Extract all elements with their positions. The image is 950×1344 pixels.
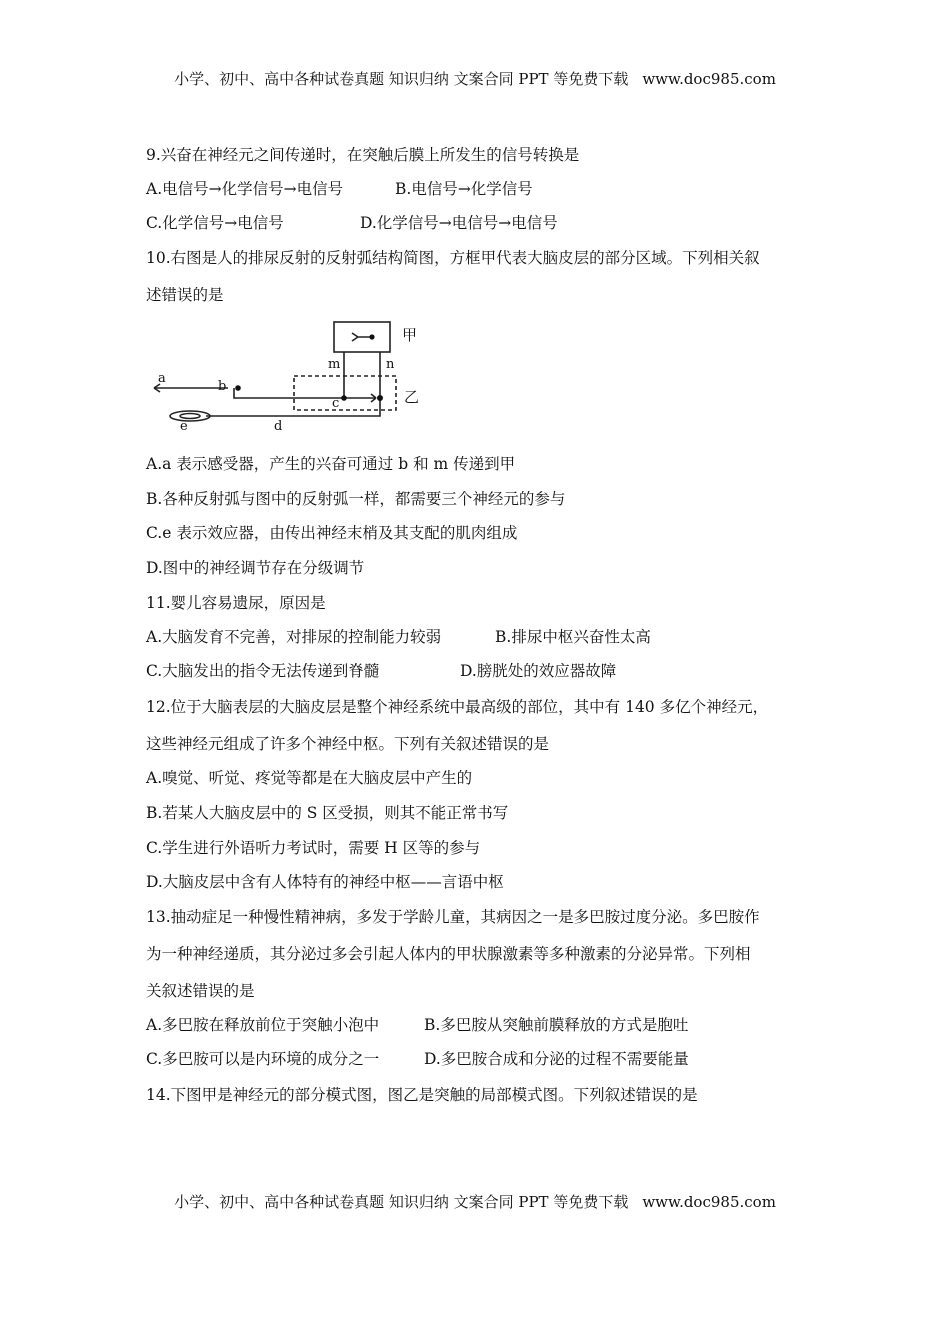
label-m: m: [328, 357, 341, 372]
q9-option-d: D.化学信号→电信号→电信号: [360, 214, 558, 232]
label-n: n: [386, 357, 395, 372]
q14-stem: 14.下图甲是神经元的部分模式图，图乙是突触的局部模式图。下列叙述错误的是: [146, 1086, 698, 1104]
q11-option-d: D.膀胱处的效应器故障: [460, 662, 617, 680]
q11-option-b: B.排尿中枢兴奋性太高: [495, 628, 651, 646]
label-d: d: [274, 419, 283, 434]
q10-option-c: C.e 表示效应器，由传出神经末梢及其支配的肌肉组成: [146, 524, 518, 542]
q13-option-c: C.多巴胺可以是内环境的成分之一: [146, 1050, 380, 1068]
q12-option-d: D.大脑皮层中含有人体特有的神经中枢——言语中枢: [146, 873, 504, 891]
q12-stem-line2: 这些神经元组成了许多个神经中枢。下列有关叙述错误的是: [146, 735, 550, 753]
label-a: a: [158, 371, 166, 386]
q10-option-a: A.a 表示感受器，产生的兴奋可通过 b 和 m 传递到甲: [146, 455, 516, 473]
q10-option-b: B.各种反射弧与图中的反射弧一样，都需要三个神经元的参与: [146, 490, 566, 508]
node-b: [235, 385, 241, 391]
header-site: www.doc985.com: [642, 70, 776, 88]
node-c: [341, 395, 347, 401]
q10-option-d: D.图中的神经调节存在分级调节: [146, 559, 365, 577]
cortex-synapse: [352, 333, 372, 341]
footer-text: 小学、初中、高中各种试卷真题 知识归纳 文案合同 PPT 等免费下载: [174, 1193, 629, 1211]
q10-stem-line1: 10.右图是人的排尿反射的反射弧结构简图，方框甲代表大脑皮层的部分区域。下列相关叙: [146, 249, 760, 267]
q9-option-c: C.化学信号→电信号: [146, 214, 284, 232]
header-text: 小学、初中、高中各种试卷真题 知识归纳 文案合同 PPT 等免费下载: [174, 70, 629, 88]
q9-stem: 9.兴奋在神经元之间传递时，在突触后膜上所发生的信号转换是: [146, 146, 580, 164]
q13-option-b: B.多巴胺从突触前膜释放的方式是胞吐: [424, 1016, 689, 1034]
label-c: c: [332, 396, 340, 411]
q9-option-a: A.电信号→化学信号→电信号: [146, 180, 344, 198]
q11-stem: 11.婴儿容易遗尿，原因是: [146, 594, 326, 612]
q13-option-d: D.多巴胺合成和分泌的过程不需要能量: [424, 1050, 689, 1068]
afferent-nerve: [234, 388, 326, 398]
node-cortex: [369, 334, 374, 339]
efferent-nerve-d: [206, 398, 380, 416]
page-footer: [0, 1191, 950, 1212]
node-n: [377, 395, 383, 401]
q11-option-a: A.大脑发育不完善，对排尿的控制能力较弱: [146, 628, 442, 646]
footer-site: www.doc985.com: [642, 1193, 776, 1211]
effector-e: [170, 411, 210, 421]
label-e: e: [180, 419, 188, 434]
q13-option-a: A.多巴胺在释放前位于突触小泡中: [146, 1016, 380, 1034]
q12-option-b: B.若某人大脑皮层中的 S 区受损，则其不能正常书写: [146, 804, 509, 822]
q13-stem-line1: 13.抽动症足一种慢性精神病，多发于学龄儿童，其病因之一是多巴胺过度分泌。多巴胺作: [146, 908, 760, 926]
q9-option-b: B.电信号→化学信号: [395, 180, 533, 198]
q11-option-c: C.大脑发出的指令无法传递到脊髓: [146, 662, 380, 680]
label-yi: 乙: [404, 388, 420, 406]
effector-e-inner: [180, 414, 200, 419]
q12-option-a: A.嗅觉、听觉、疼觉等都是在大脑皮层中产生的: [146, 769, 473, 787]
q12-stem-line1: 12.位于大脑表层的大脑皮层是整个神经系统中最高级的部位，其中有 140 多亿个神经元，: [146, 698, 769, 716]
q12-option-c: C.学生进行外语听力考试时，需要 H 区等的参与: [146, 839, 481, 857]
label-jia: 甲: [402, 326, 418, 344]
page-header: [0, 68, 950, 89]
q13-stem-line3: 关叙述错误的是: [146, 982, 255, 1000]
q13-stem-line2: 为一种神经递质，其分泌过多会引起人体内的甲状腺激素等多种激素的分泌异常。下列相: [146, 945, 751, 963]
q10-stem-line2: 述错误的是: [146, 286, 224, 304]
reflex-arc-diagram: [146, 318, 436, 436]
label-b: b: [218, 379, 227, 394]
